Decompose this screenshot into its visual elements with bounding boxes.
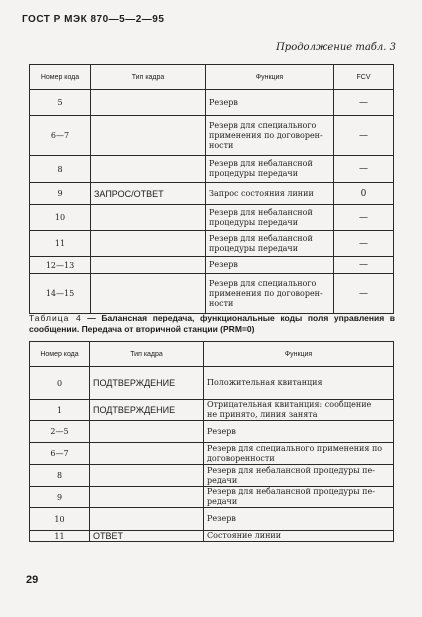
code-cell: 6—7 bbox=[30, 443, 90, 465]
function-text-line: Состояние линии bbox=[207, 531, 282, 540]
table-row bbox=[30, 508, 394, 531]
function-text-line: Резерв bbox=[209, 97, 238, 107]
code-cell: 0 bbox=[30, 367, 90, 400]
table-4 bbox=[29, 341, 394, 542]
column-header: Функция bbox=[204, 342, 394, 367]
frame-type-cell bbox=[91, 205, 206, 231]
frame-type-cell bbox=[90, 487, 204, 508]
function-text-line: договоренности bbox=[207, 453, 275, 463]
function-text-line: Резерв для специального bbox=[209, 120, 317, 130]
frame-type-cell: ЗАПРОС/ОТВЕТ bbox=[91, 183, 206, 205]
table-row bbox=[30, 156, 394, 183]
frame-type-cell bbox=[90, 421, 204, 443]
function-text-line: Резерв bbox=[209, 260, 238, 269]
fcv-cell: — bbox=[334, 90, 394, 116]
function-cell bbox=[204, 465, 394, 487]
frame-type-cell: ПОДТВЕРЖДЕНИЕ bbox=[90, 400, 204, 421]
function-text-line: процедуры передачи bbox=[209, 169, 299, 178]
function-cell bbox=[206, 257, 334, 274]
table-row bbox=[30, 367, 394, 400]
function-text-line: Резерв для специального применения по bbox=[207, 443, 383, 453]
function-text-line: процедуры передачи bbox=[209, 243, 299, 253]
code-cell: 10 bbox=[30, 508, 90, 531]
function-text-line: Резерв для небалансной процедуры пе- bbox=[207, 465, 375, 475]
table-row bbox=[30, 205, 394, 231]
function-text-line: Резерв для небалансной процедуры пе- bbox=[207, 487, 375, 496]
table-row bbox=[30, 443, 394, 465]
fcv-cell: 0 bbox=[334, 183, 394, 205]
table-3 bbox=[29, 64, 394, 314]
code-cell: 10 bbox=[30, 205, 91, 231]
function-cell bbox=[204, 531, 394, 542]
column-header: Номер кода bbox=[30, 65, 91, 90]
function-text-line: Отрицательная квитанция: сообщение bbox=[207, 400, 372, 409]
function-cell bbox=[204, 367, 394, 400]
function-cell bbox=[206, 274, 334, 314]
document-header: ГОСТ Р МЭК 870—5—2—95 bbox=[22, 14, 165, 25]
column-header: Тип кадра bbox=[90, 342, 204, 367]
function-text-line: ности bbox=[209, 298, 234, 308]
frame-type-cell bbox=[90, 508, 204, 531]
function-cell bbox=[206, 231, 334, 257]
code-cell: 6—7 bbox=[30, 116, 91, 156]
function-cell bbox=[204, 487, 394, 508]
code-cell: 14—15 bbox=[30, 274, 91, 314]
table-row bbox=[30, 90, 394, 116]
page-number: 29 bbox=[26, 574, 39, 586]
function-cell bbox=[206, 205, 334, 231]
frame-type-cell bbox=[91, 116, 206, 156]
function-text-line: Резерв для небалансной bbox=[209, 233, 313, 243]
table-4-caption bbox=[29, 313, 395, 335]
fcv-cell: — bbox=[334, 156, 394, 183]
column-header: FCV bbox=[334, 65, 394, 90]
table-continuation-note: Продолжение табл. 3 bbox=[276, 42, 396, 53]
function-text-line: редачи bbox=[207, 475, 238, 485]
frame-type-cell bbox=[91, 90, 206, 116]
function-text-line: Резерв для небалансной bbox=[209, 207, 313, 217]
frame-type-cell bbox=[91, 231, 206, 257]
column-header: Функция bbox=[206, 65, 334, 90]
function-cell bbox=[206, 90, 334, 116]
table-4-header-row bbox=[30, 342, 394, 367]
table-row bbox=[30, 257, 394, 274]
table-3-header-row bbox=[30, 65, 394, 90]
code-cell: 1 bbox=[30, 400, 90, 421]
code-cell: 2—5 bbox=[30, 421, 90, 443]
code-cell: 11 bbox=[30, 531, 90, 542]
fcv-cell: — bbox=[334, 274, 394, 314]
fcv-cell: — bbox=[334, 231, 394, 257]
function-cell bbox=[204, 400, 394, 421]
function-cell bbox=[206, 156, 334, 183]
code-cell: 8 bbox=[30, 465, 90, 487]
frame-type-cell bbox=[90, 465, 204, 487]
table-row bbox=[30, 400, 394, 421]
function-text-line: процедуры передачи bbox=[209, 217, 299, 227]
function-text-line: Запрос состояния линии bbox=[209, 188, 314, 198]
table-row bbox=[30, 183, 394, 205]
function-text-line: применения по договорен- bbox=[209, 130, 323, 140]
frame-type-cell bbox=[91, 274, 206, 314]
function-cell bbox=[204, 508, 394, 531]
function-cell bbox=[204, 443, 394, 465]
function-text-line: не принято, линия занята bbox=[207, 410, 318, 419]
frame-type-cell bbox=[91, 257, 206, 274]
table-4-label: Таблица 4 bbox=[29, 313, 82, 323]
column-header: Тип кадра bbox=[91, 65, 206, 90]
function-cell bbox=[204, 421, 394, 443]
function-text-line: редачи bbox=[207, 497, 238, 506]
fcv-cell: — bbox=[334, 116, 394, 156]
frame-type-cell: ПОДТВЕРЖДЕНИЕ bbox=[90, 367, 204, 400]
frame-type-cell bbox=[91, 156, 206, 183]
code-cell: 9 bbox=[30, 487, 90, 508]
function-cell bbox=[206, 183, 334, 205]
table-row bbox=[30, 487, 394, 508]
function-text-line: Резерв для специального bbox=[209, 278, 317, 288]
function-text-line: применения по договорен- bbox=[209, 288, 323, 298]
code-cell: 12—13 bbox=[30, 257, 91, 274]
table-row bbox=[30, 116, 394, 156]
function-text-line: ности bbox=[209, 140, 234, 150]
function-cell bbox=[206, 116, 334, 156]
function-text-line: Резерв bbox=[207, 426, 236, 436]
function-text-line: Резерв для небалансной bbox=[209, 159, 313, 168]
frame-type-cell bbox=[90, 443, 204, 465]
table-row bbox=[30, 465, 394, 487]
function-text-line: Положительная квитанция bbox=[207, 378, 323, 387]
table-row bbox=[30, 231, 394, 257]
function-text-line: Резерв bbox=[207, 514, 236, 523]
code-cell: 11 bbox=[30, 231, 91, 257]
table-row bbox=[30, 421, 394, 443]
fcv-cell: — bbox=[334, 205, 394, 231]
table-row bbox=[30, 531, 394, 542]
table-row bbox=[30, 274, 394, 314]
code-cell: 9 bbox=[30, 183, 91, 205]
code-cell: 8 bbox=[30, 156, 91, 183]
fcv-cell: — bbox=[334, 257, 394, 274]
column-header: Номер кода bbox=[30, 342, 90, 367]
frame-type-cell: ОТВЕТ bbox=[90, 531, 204, 542]
table-4-title: — Балансная передача, функциональные коды поля управления в сообщении. Передача от вторичной станции (PRM=0) bbox=[29, 313, 396, 334]
code-cell: 5 bbox=[30, 90, 91, 116]
